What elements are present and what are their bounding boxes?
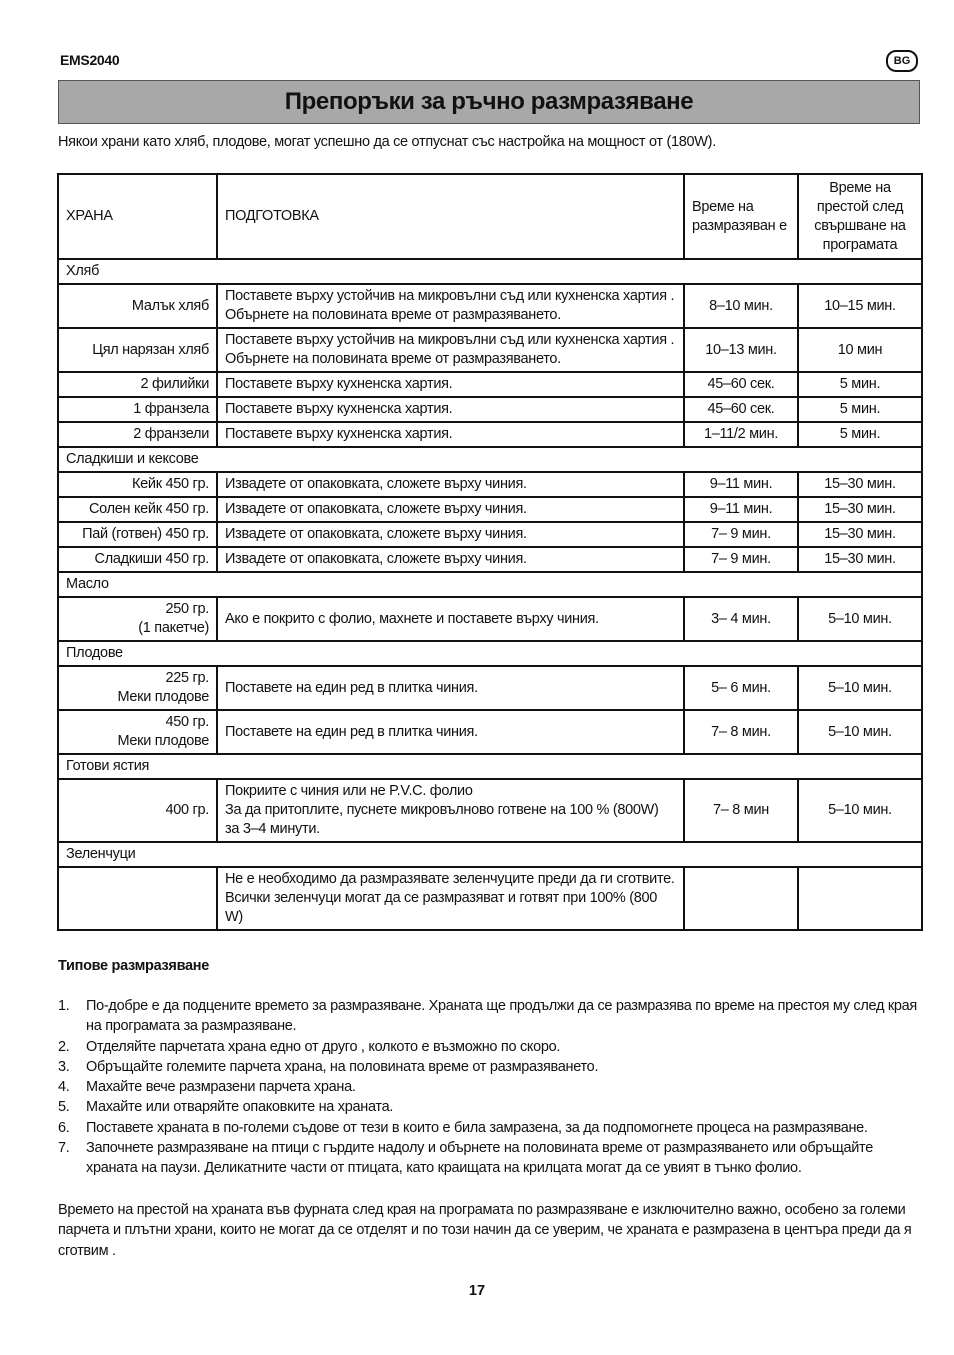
defrost-time-cell: 45–60 сек. (684, 372, 798, 397)
preparation-cell (217, 597, 684, 641)
table-body (58, 259, 922, 930)
category-row (58, 447, 922, 472)
standing-time-cell: 5 мин. (798, 397, 922, 422)
column-header-food: ХРАНА (58, 174, 217, 259)
list-text: Обръщайте големите парчета храна, на половината време от размразяването. (86, 1058, 599, 1075)
food-cell (58, 666, 217, 710)
food-name: Цял нарязан хляб (92, 341, 209, 358)
preparation-text: За да притоплите, пуснете микровълново готвене на 100 % (800W) за 3–4 минути. (225, 802, 659, 837)
list-number: 4. (58, 1079, 70, 1096)
list-number: 3. (58, 1058, 70, 1075)
preparation-text: Извадете от опаковката, сложете върху чиния. (225, 526, 527, 542)
list-text: Махайте или отваряйте опаковките на храната. (86, 1099, 394, 1116)
defrost-time-cell: 7– 8 мин (684, 779, 798, 842)
food-name: Малък хляб (131, 297, 209, 314)
standing-time-cell: 10–15 мин. (798, 284, 922, 328)
model-label: EMS2040 (60, 52, 120, 68)
preparation-cell (217, 397, 684, 422)
preparation-text: Обърнете на половината време от размразяването. (225, 351, 561, 367)
standing-time-cell: 15–30 мин. (798, 522, 922, 547)
standing-time-cell: 5–10 мин. (798, 779, 922, 842)
category-row (58, 641, 922, 666)
preparation-text: Покриите с чиния или не P.V.C. фолио (225, 783, 473, 799)
list-number: 7. (58, 1140, 70, 1157)
preparation-text: Поставете върху устойчив на микровълни съд или кухненска хартия . (225, 288, 675, 304)
table-row (58, 284, 922, 328)
preparation-text: Поставете върху устойчив на микровълни съд или кухненска хартия . (225, 332, 675, 348)
list-number: 6. (58, 1119, 70, 1136)
page-title: Препоръки за ръчно размразяване (58, 80, 920, 124)
food-name: Меки плодове (117, 733, 209, 749)
food-cell (58, 710, 217, 754)
table-row (58, 710, 922, 754)
table-row (58, 597, 922, 641)
preparation-text: Извадете от опаковката, сложете върху чиния. (225, 476, 527, 492)
column-header-preparation: ПОДГОТОВКА (217, 174, 684, 259)
table-row (58, 547, 922, 572)
table-row (58, 666, 922, 710)
preparation-text: Ако е покрито с фолио, махнете и поставете върху чиния. (225, 610, 599, 627)
preparation-cell (217, 710, 684, 754)
food-name: Солен кейк 450 гр. (88, 501, 209, 517)
list-text: Отделяйте парчетата храна едно от друго , колкото е възможно по скоро. (86, 1038, 561, 1055)
food-cell (58, 397, 217, 422)
standing-time-cell: 10 мин (798, 328, 922, 372)
column-header-standing-time: Време на престой след свършване на програмата (798, 174, 922, 259)
defrost-time-cell: 10–13 мин. (684, 328, 798, 372)
food-cell (58, 372, 217, 397)
list-title: Типове размразяване (58, 958, 209, 974)
preparation-cell (217, 472, 684, 497)
preparation-cell (217, 666, 684, 710)
food-cell (58, 328, 217, 372)
preparation-text: Не е необходимо да размразявате зеленчуците преди да ги сготвите. Всички зеленчуци могат да се размразяват и готвят при 100% (800 W) (225, 871, 675, 925)
preparation-cell (217, 497, 684, 522)
preparation-text: Поставете върху кухненска хартия. (225, 426, 453, 442)
food-cell (58, 472, 217, 497)
food-name: 2 франзели (133, 426, 209, 442)
food-name: Сладкиши 450 гр. (94, 551, 209, 567)
food-name: Кейк 450 гр. (132, 476, 209, 492)
defrost-time-cell: 3– 4 мин. (684, 597, 798, 641)
preparation-text: Извадете от опаковката, сложете върху чиния. (225, 551, 527, 567)
food-name: 450 гр. (165, 714, 209, 730)
category-label: Готови ястия (58, 754, 922, 779)
list-item (58, 996, 926, 1037)
food-name: (1 пакетче) (138, 620, 209, 636)
food-cell (58, 779, 217, 842)
standing-time-cell: 5 мин. (798, 372, 922, 397)
table-row (58, 867, 922, 930)
table-row (58, 397, 922, 422)
preparation-cell (217, 522, 684, 547)
defrost-time-cell: 7– 9 мин. (684, 547, 798, 572)
standing-time-cell (798, 867, 922, 930)
table-row (58, 372, 922, 397)
list-number: 2. (58, 1038, 70, 1055)
standing-time-cell: 5–10 мин. (798, 597, 922, 641)
preparation-text: Поставете на един ред в плитка чиния. (225, 679, 478, 696)
table-header-row (58, 174, 922, 259)
preparation-cell (217, 779, 684, 842)
food-cell (58, 422, 217, 447)
defrost-time-cell: 5– 6 мин. (684, 666, 798, 710)
preparation-cell (217, 867, 684, 930)
standing-time-cell: 15–30 мин. (798, 472, 922, 497)
food-cell (58, 497, 217, 522)
standing-time-cell: 5–10 мин. (798, 710, 922, 754)
list-item (58, 1057, 926, 1077)
category-label: Хляб (58, 259, 922, 284)
food-name: 1 франзела (133, 401, 209, 417)
list-item (58, 1037, 926, 1057)
preparation-cell (217, 547, 684, 572)
standing-time-cell: 15–30 мин. (798, 547, 922, 572)
food-cell (58, 284, 217, 328)
preparation-cell (217, 328, 684, 372)
defrost-time-cell: 8–10 мин. (684, 284, 798, 328)
food-name: 400 гр. (165, 802, 209, 818)
list-text: По-добре е да подцените времето за размразяване. Храната ще продължи да се размразява по време на престоя му след края на програмата за размразяване. (86, 998, 917, 1035)
list-text: Поставете храната в по-големи съдове от тези в които е била замразена, за да подпомогнете процеса на размразяване. (86, 1119, 868, 1136)
table-row (58, 328, 922, 372)
food-cell (58, 547, 217, 572)
preparation-cell (217, 422, 684, 447)
defrost-time-cell: 9–11 мин. (684, 472, 798, 497)
list-text: Започнете размразяване на птици с гърдите надолу и обърнете на половината време от размразяването или обръщайте храната на паузи. Деликатните части от птицата, като краищата на крилцата могат да се увият в тънко фолио. (86, 1140, 873, 1177)
defrost-time-cell (684, 867, 798, 930)
defrost-time-cell: 7– 9 мин. (684, 522, 798, 547)
defrost-time-cell: 9–11 мин. (684, 497, 798, 522)
list-item (58, 1077, 926, 1097)
category-row (58, 572, 922, 597)
standing-time-cell: 5–10 мин. (798, 666, 922, 710)
language-badge: BG (886, 50, 918, 72)
defrost-table (57, 173, 923, 931)
preparation-text: Поставете на един ред в плитка чиния. (225, 723, 478, 740)
list-item (58, 1138, 926, 1179)
standing-time-cell: 5 мин. (798, 422, 922, 447)
list-number: 5. (58, 1099, 70, 1116)
tips-list (58, 996, 926, 1179)
standing-time-note: Времето на престой на храната във фурната след края на програмата по размразяване е изключително важно, особено за големи парчета и плътни храни, които не могат да се отделят и по този начин да се уверим, че храната е размразена в центъра преди да я сготвим . (58, 1202, 912, 1259)
preparation-text: Поставете върху кухненска хартия. (225, 401, 453, 417)
preparation-text: Обърнете на половината време от размразяването. (225, 307, 561, 323)
category-row (58, 754, 922, 779)
preparation-cell (217, 284, 684, 328)
table-row (58, 472, 922, 497)
food-name: 225 гр. (165, 670, 209, 686)
list-number: 1. (58, 998, 70, 1014)
food-cell (58, 597, 217, 641)
category-row (58, 842, 922, 867)
category-label: Масло (58, 572, 922, 597)
list-item (58, 1118, 926, 1138)
defrost-time-cell: 1–11/2 мин. (684, 422, 798, 447)
table-row (58, 779, 922, 842)
table-row (58, 497, 922, 522)
defrost-time-cell: 45–60 сек. (684, 397, 798, 422)
food-name: Пай (готвен) 450 гр. (82, 526, 209, 542)
food-cell (58, 867, 217, 930)
category-row (58, 259, 922, 284)
column-header-defrost-time: Време на размразяван е (684, 174, 798, 259)
category-label: Плодове (58, 641, 922, 666)
page-number: 17 (468, 1283, 486, 1299)
defrost-time-cell: 7– 8 мин. (684, 710, 798, 754)
intro-text: Някои храни като хляб, плодове, могат успешно да се отпуснат със настройка на мощност от (180W). (58, 134, 716, 150)
category-label: Сладкиши и кексове (58, 447, 922, 472)
preparation-text: Извадете от опаковката, сложете върху чиния. (225, 501, 527, 517)
food-cell (58, 522, 217, 547)
table-row (58, 522, 922, 547)
category-label: Зеленчуци (58, 842, 922, 867)
food-name: 2 филийки (140, 376, 209, 392)
preparation-cell (217, 372, 684, 397)
list-item (58, 1097, 926, 1117)
list-text: Махайте вече размразени парчета храна. (86, 1079, 356, 1096)
food-name: 250 гр. (165, 601, 209, 617)
table-row (58, 422, 922, 447)
food-name: Меки плодове (117, 689, 209, 705)
preparation-text: Поставете върху кухненска хартия. (225, 376, 453, 392)
standing-time-cell: 15–30 мин. (798, 497, 922, 522)
